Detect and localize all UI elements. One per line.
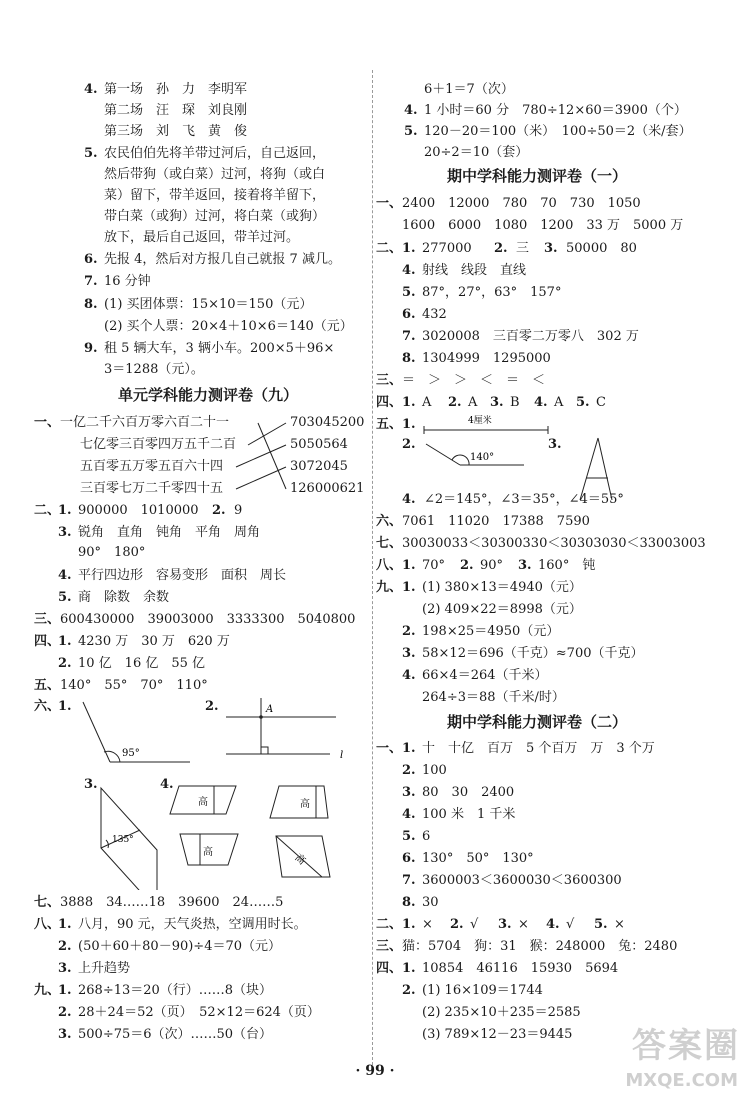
answer-text: 3＝1288（元）。	[104, 362, 204, 377]
item-label: 2.	[402, 763, 416, 778]
answer-text: 10854 46116 15930 5694	[422, 961, 619, 976]
item-label: 2.	[460, 558, 474, 573]
answer-text: 先报 4，然后对方报几自己就报 7 减几。	[104, 252, 341, 267]
answer-text: 3600003＜3600030＜3600300	[422, 873, 622, 888]
answer-text: 500÷75＝6（次）……50（台）	[78, 1027, 273, 1042]
answer-text: 6＋1＝7（次）	[424, 82, 514, 97]
answer-text: ∠2＝145°，∠3＝35°，∠4＝55°	[424, 492, 624, 507]
item-label: 4.	[404, 103, 418, 118]
right-column	[372, 0, 750, 1097]
item-label: 5.	[404, 124, 418, 139]
answer-text: 600430000 39003000 3333300 5040800	[60, 612, 356, 627]
answer-text: 900000 1010000	[78, 503, 199, 518]
answer-text: 带白菜（或狗）过河，将白菜（或狗）	[104, 209, 326, 224]
item-label: 5.	[402, 285, 416, 300]
answer-text: 66×4＝264（千米）	[422, 668, 548, 683]
item-label: 4.	[84, 82, 98, 97]
section-number: 七、	[34, 895, 61, 910]
answer-text: 3888 34……18 39600 24……5	[60, 895, 284, 910]
figure-angle-95	[83, 702, 190, 762]
answer-text: 1600 6000 1080 1200 33 万 5000 万	[402, 218, 684, 233]
answer-text: 432	[422, 307, 447, 322]
item-label: 2.	[212, 503, 226, 518]
item-label: 5.	[402, 829, 416, 844]
item-label: 3.	[58, 525, 72, 540]
answer-text: 射线 线段 直线	[422, 263, 527, 278]
answer-text: 商 除数 余数	[78, 590, 170, 605]
item-label: 7.	[402, 329, 416, 344]
section-number: 三、	[376, 373, 403, 388]
item-label: 6.	[402, 851, 416, 866]
match-right-item: 126000621	[290, 481, 365, 496]
item-label: 3.	[544, 241, 558, 256]
answer-text: 87°，27°，63° 157°	[422, 285, 562, 300]
answer-text: 然后带狗（或白菜）过河，将狗（或白	[104, 167, 326, 182]
answer-text: 平行四边形 容易变形 面积 周长	[78, 568, 287, 583]
match-left-item: 一亿二千六百万零六百二十一	[60, 415, 230, 430]
answer-text: (3) 789×12－23＝9445	[422, 1027, 573, 1042]
answer-text: ×	[614, 917, 625, 932]
item-label: 8.	[84, 297, 98, 312]
point-label: A	[266, 704, 274, 715]
section-number: 二、	[34, 503, 61, 518]
answer-text: A	[422, 395, 432, 410]
answer-text: A	[468, 395, 478, 410]
answer-text: 第三场 刘 飞 黄 俊	[104, 124, 248, 139]
section-number: 四、	[34, 634, 61, 649]
item-label: 4.	[402, 263, 416, 278]
answer-text: (1) 买团体票：15×10＝150（元）	[104, 297, 313, 312]
figure-parallelogram-135	[101, 788, 157, 890]
answer-text: 100	[422, 763, 447, 778]
answer-text: 1304999 1295000	[422, 351, 551, 366]
item-label: 4.	[402, 492, 416, 507]
answer-text: √	[470, 917, 479, 932]
figure-segment-4cm	[424, 414, 548, 434]
section-number: 三、	[34, 612, 61, 627]
section-number: 一、	[34, 415, 61, 430]
item-label: 3.	[490, 395, 504, 410]
item-label: 1.	[402, 741, 416, 756]
section-number: 九、	[376, 580, 403, 595]
height-label: 高	[203, 847, 213, 858]
item-label: 5.	[84, 146, 98, 161]
answer-text: 28＋24＝52（页） 52×12＝624（页）	[78, 1005, 320, 1020]
item-label: 2.	[402, 983, 416, 998]
answer-text: 140° 55° 70° 110°	[60, 678, 208, 693]
item-label: 5.	[594, 917, 608, 932]
section-number: 七、	[376, 536, 403, 551]
answer-text: 198×25＝4950（元）	[422, 624, 560, 639]
figure-quadrilateral-height	[270, 786, 328, 818]
answer-text: 90°	[480, 558, 504, 573]
item-label: 9.	[84, 341, 98, 356]
page-number: · 99 ·	[355, 1063, 395, 1079]
item-label: 4.	[58, 568, 72, 583]
segment-length-label: 4厘米	[468, 416, 492, 426]
section-number: 四、	[376, 395, 403, 410]
answer-text: 70°	[422, 558, 446, 573]
answer-text: 菜）留下，带羊返回，接着将羊留下，	[104, 188, 326, 203]
answer-text: 三	[516, 241, 530, 256]
item-label: 1.	[402, 395, 416, 410]
answer-text: 20÷2＝10（套）	[424, 145, 529, 160]
answer-text: 第二场 汪 琛 刘良刚	[104, 103, 248, 118]
answer-text: (1) 16×109＝1744	[422, 983, 543, 998]
answer-text: 3020008 三百零二万零八 302 万	[422, 329, 639, 344]
answer-text: 160° 钝	[538, 558, 596, 573]
item-label: 1.	[402, 558, 416, 573]
section-number: 六、	[34, 699, 61, 714]
item-label: 7.	[84, 274, 98, 289]
match-right-item: 3072045	[290, 459, 348, 474]
item-label: 2.	[402, 624, 416, 639]
section-number: 二、	[376, 241, 403, 256]
item-label: 3.	[84, 777, 98, 792]
item-label: 4.	[546, 917, 560, 932]
answer-text: 120－20＝100（米） 100÷50＝2（米/套）	[424, 124, 692, 139]
item-label: 2.	[402, 437, 416, 452]
match-right-item: 703045200	[290, 415, 365, 430]
angle-label: 95°	[122, 748, 140, 759]
answer-text: 100 米 1 千米	[422, 807, 516, 822]
answer-text: 80 30 2400	[422, 785, 515, 800]
item-label: 2.	[58, 656, 72, 671]
item-label: 1.	[402, 241, 416, 256]
answer-text: (1) 380×13＝4940（元）	[422, 580, 582, 595]
match-left-item: 三百零七万二千零四十五	[80, 481, 224, 496]
answer-text: 268÷13＝20（行）……8（块）	[78, 983, 273, 998]
angle-label: 140°	[470, 452, 495, 463]
answer-text: ×	[518, 917, 529, 932]
section-number: 六、	[376, 514, 403, 529]
answer-text: 58×12＝696（千克）≈700（千克）	[422, 646, 644, 661]
match-left-item: 五百零五万零五百六十四	[80, 459, 224, 474]
answer-text: 130° 50° 130°	[422, 851, 534, 866]
item-label: 1.	[58, 634, 72, 649]
answer-text: (2) 409×22＝8998（元）	[422, 602, 582, 617]
line-label: l	[340, 750, 344, 761]
answer-text: 90° 180°	[78, 545, 146, 560]
answer-text: 30030033＜30300330＜30303030＜33003003	[402, 536, 706, 551]
item-label: 7.	[402, 873, 416, 888]
answer-text: C	[596, 395, 606, 410]
item-label: 3.	[548, 437, 562, 452]
answer-text: 9	[234, 503, 243, 518]
answer-text: 农民伯伯先将羊带过河后，自己返回，	[104, 146, 326, 161]
item-label: 3.	[58, 961, 72, 976]
item-label: 3.	[518, 558, 532, 573]
figure-parallelogram-slanted-height	[276, 836, 330, 877]
answer-text: 放下，最后自己返回，带羊过河。	[104, 230, 300, 245]
item-label: 3.	[498, 917, 512, 932]
section-number: 五、	[34, 678, 61, 693]
answer-text: A	[554, 395, 564, 410]
answer-text: √	[566, 917, 575, 932]
figure-angle-140	[426, 444, 524, 465]
item-label: 6.	[402, 307, 416, 322]
answer-text: 277000	[422, 241, 472, 256]
answer-text: (2) 买个人票：20×4＋10×6＝140（元）	[104, 319, 353, 334]
answer-text: 2400 12000 780 70 730 1050	[402, 196, 641, 211]
answer-text: 八月，90 元，天气炎热，空调用时长。	[78, 917, 307, 932]
item-label: 1.	[402, 917, 416, 932]
item-label: 3.	[58, 1027, 72, 1042]
section-number: 一、	[376, 741, 403, 756]
item-label: 1.	[58, 983, 72, 998]
height-label: 高	[198, 797, 208, 808]
figure-parallelogram-height	[170, 786, 236, 814]
matching-lines	[0, 0, 372, 520]
watermark-logo: 答案圈	[632, 1026, 740, 1066]
item-label: 4.	[402, 807, 416, 822]
height-label: 高	[292, 852, 308, 868]
answer-text: B	[510, 395, 520, 410]
answer-text: 第一场 孙 力 李明军	[104, 82, 248, 97]
item-label: 3.	[402, 646, 416, 661]
answer-text: (2) 235×10＋235＝2585	[422, 1005, 581, 1020]
answer-text: 猫：5704 狗：31 猴：248000 兔：2480	[402, 939, 678, 954]
answer-text: 上升趋势	[78, 961, 131, 976]
height-label: 高	[300, 799, 310, 810]
answer-text: (50＋60＋80－90)÷4＝70（元）	[78, 939, 282, 954]
figure-perpendicular	[226, 698, 343, 761]
answer-text: 十 十亿 百万 5 个百万 万 3 个万	[422, 741, 655, 756]
left-column	[0, 0, 372, 1097]
answer-text: 租 5 辆大车，3 辆小车。200×5＋96×	[104, 341, 335, 356]
item-label: 5.	[576, 395, 590, 410]
item-label: 4.	[402, 668, 416, 683]
answer-text: 6	[422, 829, 431, 844]
match-left-item: 七亿零三百零四万五千二百	[80, 437, 237, 452]
answer-text: 50000 80	[566, 241, 637, 256]
angle-label: 135°	[112, 835, 134, 845]
answer-text: 锐角 直角 钝角 平角 周角	[78, 525, 261, 540]
item-label: 1.	[58, 917, 72, 932]
item-label: 6.	[84, 252, 98, 267]
answer-text: 10 亿 16 亿 55 亿	[78, 656, 206, 671]
item-label: 8.	[402, 895, 416, 910]
item-label: 2.	[494, 241, 508, 256]
item-label: 2.	[450, 917, 464, 932]
answer-text: 16 分钟	[104, 274, 151, 289]
item-label: 3.	[402, 785, 416, 800]
item-label: 8.	[402, 351, 416, 366]
item-label: 1.	[402, 580, 416, 595]
section-title: 期中学科能力测评卷（二）	[447, 713, 628, 731]
section-number: 一、	[376, 196, 403, 211]
answer-text: 4230 万 30 万 620 万	[78, 634, 230, 649]
geometry-figures	[0, 690, 372, 890]
watermark-url: MXQE.COM	[625, 1070, 738, 1091]
item-label: 5.	[58, 590, 72, 605]
section-title: 期中学科能力测评卷（一）	[447, 167, 628, 185]
section-number: 二、	[376, 917, 403, 932]
answer-text: 264÷3＝88（千米/时）	[422, 690, 565, 705]
section-title: 单元学科能力测评卷（九）	[118, 386, 299, 404]
item-label: 1.	[402, 417, 416, 432]
answer-text: 7061 11020 17388 7590	[402, 514, 590, 529]
answer-text: 1 小时＝60 分 780÷12×60＝3900（个）	[424, 103, 687, 118]
item-label: 1.	[58, 699, 72, 714]
item-label: 4.	[160, 777, 174, 792]
answer-text: 30	[422, 895, 439, 910]
answer-text: ×	[422, 917, 433, 932]
item-label: 2.	[205, 699, 219, 714]
item-label: 1.	[58, 503, 72, 518]
answer-text: ＝ ＞ ＞ ＜ ＝ ＜	[402, 373, 546, 388]
item-label: 2.	[448, 395, 462, 410]
item-label: 1.	[402, 961, 416, 976]
section-number: 五、	[376, 417, 403, 432]
section-number: 三、	[376, 939, 403, 954]
figure-trapezoid-height	[180, 834, 238, 865]
section-number: 九、	[34, 983, 61, 998]
item-label: 4.	[534, 395, 548, 410]
match-right-item: 5050564	[290, 437, 348, 452]
item-label: 2.	[58, 1005, 72, 1020]
section-number: 八、	[376, 558, 403, 573]
item-label: 2.	[58, 939, 72, 954]
section-number: 四、	[376, 961, 403, 976]
section-number: 八、	[34, 917, 61, 932]
